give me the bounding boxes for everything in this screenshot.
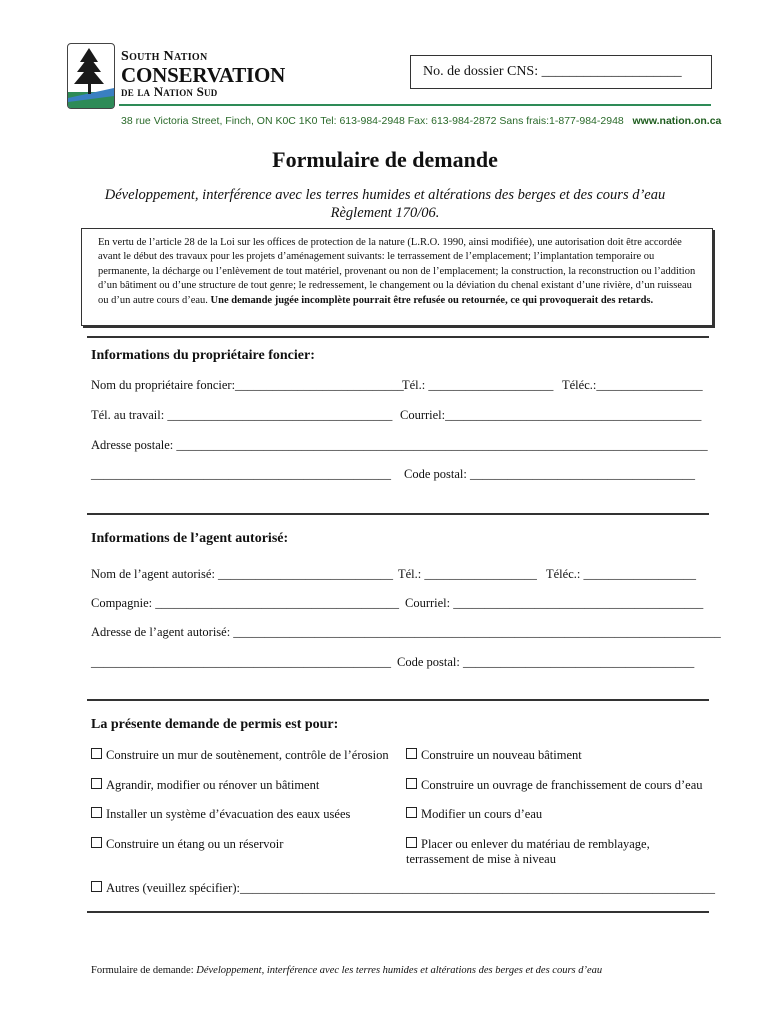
permit-option-retaining-wall[interactable]: Construire un mur de soutènement, contrôle de l’érosion <box>91 748 389 763</box>
owner-address-line2-field[interactable]: ________________________________________________ <box>91 467 391 481</box>
org-name-line3: de la Nation Sud <box>121 84 218 99</box>
section-divider <box>87 336 709 338</box>
checkbox[interactable] <box>406 778 417 789</box>
permit-option-pond[interactable]: Construire un étang ou un réservoir <box>91 837 283 852</box>
owner-email-field[interactable]: Courriel:_________________________________________ <box>400 408 702 422</box>
page-title: Formulaire de demande <box>272 147 498 172</box>
tree-logo-icon <box>68 44 114 108</box>
org-name-line1: South Nation <box>121 49 208 64</box>
agent-postal-code-field[interactable]: Code postal: _____________________________________ <box>397 655 695 669</box>
agent-email-field[interactable]: Courriel: ________________________________________ <box>405 596 704 610</box>
agent-fax-field[interactable]: Téléc.: __________________ <box>546 567 696 581</box>
permit-option-septic[interactable]: Installer un système d’évacuation des eaux usées <box>91 807 350 822</box>
website-link[interactable]: www.nation.on.ca <box>632 115 722 127</box>
checkbox[interactable] <box>406 748 417 759</box>
owner-postal-code-field[interactable]: Code postal: ____________________________________ <box>404 467 695 481</box>
dossier-number-field[interactable]: No. de dossier CNS: ____________________ <box>410 55 712 89</box>
permit-heading: La présente demande de permis est pour: <box>91 717 339 732</box>
checkbox[interactable] <box>91 748 102 759</box>
header-divider <box>119 104 711 106</box>
owner-heading: Informations du propriétaire foncier: <box>91 348 315 363</box>
agent-name-field[interactable]: Nom de l’agent autorisé: ____________________________ <box>91 567 394 581</box>
address-text: 38 rue Victoria Street, Finch, ON K0C 1K0 Tel: 613-984-2948 Fax: 613-984-2872 Sans frais:1-877-984-2948 <box>121 115 624 127</box>
notice-warning: Une demande jugée incomplète pourrait être refusée ou retournée, ce qui provoquerait des retards. <box>210 294 654 306</box>
page-subtitle: Développement, interférence avec les terres humides et altérations des berges et des cours d’eau Règlement 170/06. <box>104 187 666 221</box>
permit-option-fill-continued: terrassement de mise à niveau <box>406 852 556 866</box>
permit-option-other[interactable]: Autres (veuillez spécifier):____________________________________________________________________________ <box>91 881 715 896</box>
owner-tel-field[interactable]: Tél.: ____________________ <box>402 378 554 392</box>
owner-work-tel-field[interactable]: Tél. au travail: ____________________________________ <box>91 408 393 422</box>
org-name-line2: CONSERVATION <box>121 63 286 87</box>
owner-fax-field[interactable]: Téléc.:_________________ <box>562 378 703 392</box>
section-divider <box>87 699 709 701</box>
contact-address <box>121 115 721 127</box>
checkbox[interactable] <box>406 807 417 818</box>
owner-postal-address-field[interactable]: Adresse postale: _____________________________________________________________________________________ <box>91 438 708 452</box>
section-divider <box>87 911 709 913</box>
permit-option-new-building[interactable]: Construire un nouveau bâtiment <box>406 748 582 763</box>
agent-address-line2-field[interactable]: ________________________________________________ <box>91 655 391 669</box>
owner-name-field[interactable]: Nom du propriétaire foncier:___________________________ <box>91 378 404 392</box>
notice-box <box>81 228 713 326</box>
agent-address-field[interactable]: Adresse de l’agent autorisé: ______________________________________________________________________________ <box>91 625 721 639</box>
checkbox[interactable] <box>406 837 417 848</box>
checkbox[interactable] <box>91 807 102 818</box>
checkbox[interactable] <box>91 881 102 892</box>
permit-option-modify-watercourse[interactable]: Modifier un cours d’eau <box>406 807 542 822</box>
permit-option-fill[interactable]: Placer ou enlever du matériau de remblayage, <box>406 837 650 852</box>
agent-company-field[interactable]: Compagnie: _______________________________________ <box>91 596 399 610</box>
notice-text: En vertu de l’article 28 de la Loi sur les offices de protection de la nature (L.R.O. 1990, ainsi modifiée), une autorisation doit être accordée avant le début des travaux pour les projets d’aménagement suivants: le terrassement de l’emplacement; l’implantation temporaire ou permanente, la décharge ou l’enlèvement de tout matériel, provenant ou non de l’emplacement; la construction, la reconstruction ou l’addition d’un bâtiment ou d’une structure de tout genre; le redressement, le changement ou la déviation du chenal existant d’une rivière, d’un ruisseau ou d’un autre cours d’eau. <box>98 237 696 306</box>
agent-tel-field[interactable]: Tél.: __________________ <box>398 567 537 581</box>
permit-option-modify-building[interactable]: Agrandir, modifier ou rénover un bâtiment <box>91 778 319 793</box>
checkbox[interactable] <box>91 778 102 789</box>
permit-option-watercourse-crossing[interactable]: Construire un ouvrage de franchissement de cours d’eau <box>406 778 703 793</box>
logo <box>67 43 115 109</box>
checkbox[interactable] <box>91 837 102 848</box>
agent-heading: Informations de l’agent autorisé: <box>91 531 289 546</box>
section-divider <box>87 513 709 515</box>
page-footer: Formulaire de demande: Développement, interférence avec les terres humides et altérations des berges et des cours d’eau <box>91 965 603 976</box>
